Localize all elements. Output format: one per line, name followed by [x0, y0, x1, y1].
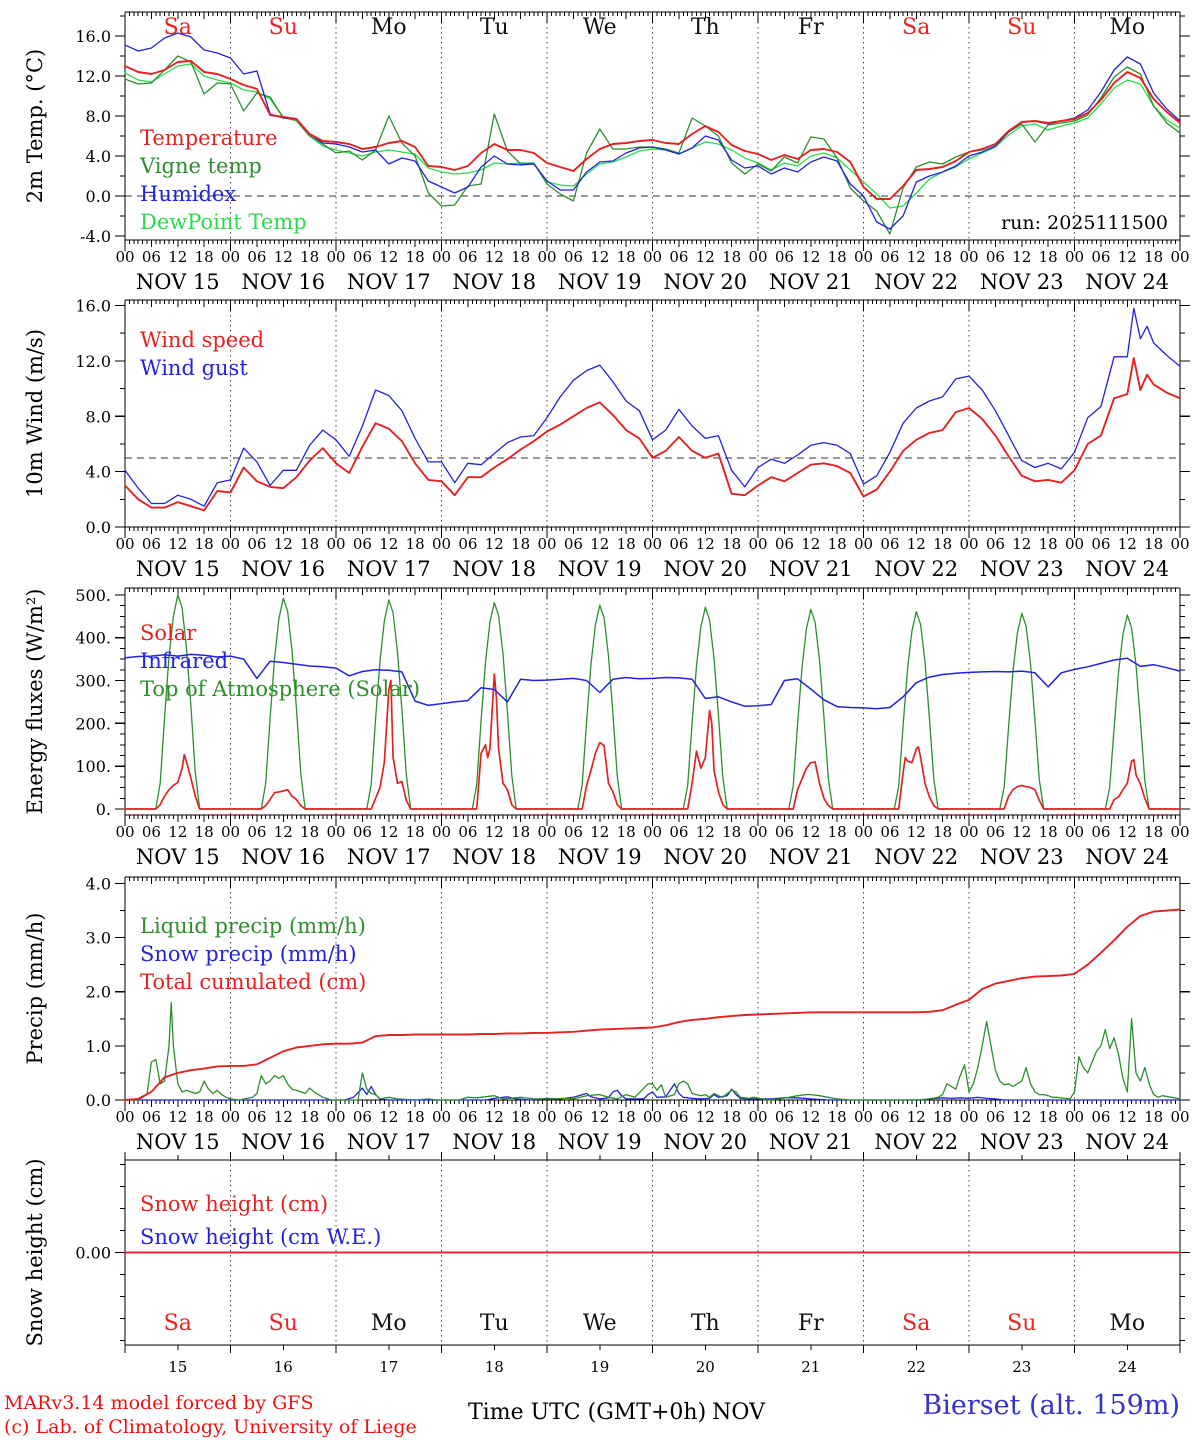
date-number-label: 19 [590, 1358, 610, 1376]
date-label: NOV 20 [663, 845, 748, 869]
hour-tick-label: 06 [1091, 535, 1111, 553]
date-label: NOV 19 [557, 270, 642, 294]
hour-tick-label: 00 [220, 1108, 241, 1126]
date-label: NOV 17 [346, 1130, 431, 1154]
weekday-label-temp: Su [268, 15, 298, 40]
hour-tick-label: 06 [141, 1108, 161, 1126]
y-tick-label: 8.0 [85, 107, 111, 126]
hour-tick-label: 06 [141, 535, 161, 553]
hour-tick-label: 00 [748, 535, 768, 553]
run-label: run: 2025111500 [1001, 212, 1168, 234]
hour-tick-label: 06 [985, 535, 1005, 553]
hour-tick-label: 00 [748, 248, 768, 266]
legend-temp-0: Temperature [140, 126, 278, 150]
hour-tick-label: 06 [563, 1108, 583, 1126]
hour-tick-label: 06 [774, 535, 794, 553]
y-tick-label: 16.0 [75, 296, 111, 316]
hour-tick-label: 18 [1038, 823, 1058, 841]
hour-tick-label: 00 [748, 1108, 768, 1126]
hour-tick-label: 18 [300, 1108, 320, 1126]
hour-tick-label: 06 [1091, 823, 1111, 841]
hour-tick-label: 18 [616, 823, 636, 841]
hour-tick-label: 18 [722, 248, 742, 266]
dewpoint-temp-line [125, 64, 1180, 208]
hour-tick-label: 06 [458, 1108, 478, 1126]
x-axis-title-text: Time UTC (GMT+0h) [468, 1400, 707, 1425]
date-label: NOV 21 [768, 1130, 853, 1154]
hour-tick-label: 00 [115, 535, 135, 553]
hour-tick-label: 12 [1012, 248, 1032, 266]
hour-tick-label: 00 [537, 1108, 557, 1126]
hour-tick-label: 18 [1038, 535, 1058, 553]
weekday-label-snow: Mo [370, 1311, 407, 1336]
hour-tick-label: 12 [379, 248, 399, 266]
hour-tick-label: 06 [141, 823, 161, 841]
hour-tick-label: 06 [247, 535, 267, 553]
date-label: NOV 22 [874, 1130, 959, 1154]
hour-tick-label: 18 [616, 1108, 636, 1126]
y-axis-label-energy: Energy fluxes (W/m²) [23, 588, 47, 815]
hour-tick-label: 06 [247, 823, 267, 841]
weekday-label-snow: Th [690, 1311, 720, 1336]
date-label: NOV 17 [346, 557, 431, 581]
hour-tick-label: 12 [801, 248, 821, 266]
hour-tick-label: 12 [590, 535, 610, 553]
hour-tick-label: 06 [774, 248, 794, 266]
hour-tick-label: 00 [537, 535, 557, 553]
hour-tick-label: 06 [352, 1108, 372, 1126]
hour-tick-label: 00 [1170, 1108, 1190, 1126]
legend-temp-1: Vigne temp [140, 154, 262, 178]
date-label: NOV 19 [557, 1130, 642, 1154]
hour-tick-label: 12 [590, 248, 610, 266]
date-label: NOV 22 [874, 557, 959, 581]
date-label: NOV 23 [979, 845, 1064, 869]
hour-tick-label: 12 [695, 1108, 715, 1126]
weekday-label-snow: Sa [163, 1311, 192, 1336]
hour-tick-label: 00 [1064, 248, 1085, 266]
date-label: NOV 15 [135, 270, 220, 294]
hour-tick-label: 12 [590, 1108, 610, 1126]
hour-tick-label: 12 [1012, 535, 1032, 553]
hour-tick-label: 12 [1117, 248, 1137, 266]
hour-tick-label: 18 [827, 1108, 847, 1126]
hour-tick-label: 18 [616, 535, 636, 553]
legend-energy-1: Infrared [140, 649, 229, 673]
hour-tick-label: 06 [563, 823, 583, 841]
hour-tick-label: 06 [563, 248, 583, 266]
hour-tick-label: 00 [326, 1108, 346, 1126]
weekday-label-snow: Fr [797, 1311, 824, 1336]
hour-tick-label: 06 [985, 248, 1005, 266]
legend-precip-1: Snow precip (mm/h) [140, 942, 357, 966]
hour-tick-label: 18 [405, 535, 425, 553]
y-tick-label: 12.0 [75, 67, 111, 86]
x-axis-title [468, 1400, 771, 1425]
footer-lab-credit: (c) Lab. of Climatology, University of Liege [4, 1416, 417, 1438]
date-label: NOV 22 [874, 845, 959, 869]
hour-tick-label: 18 [1038, 248, 1058, 266]
hour-tick-label: 06 [880, 1108, 900, 1126]
weekday-label-snow: Sa [902, 1311, 931, 1336]
hour-tick-label: 18 [511, 823, 531, 841]
date-number-label: 18 [484, 1358, 504, 1376]
legend-energy-0: Solar [140, 621, 197, 645]
hour-tick-label: 12 [379, 535, 399, 553]
hour-tick-label: 00 [959, 248, 979, 266]
hour-tick-label: 00 [959, 1108, 979, 1126]
y-tick-label: 4.0 [85, 147, 111, 166]
hour-tick-label: 18 [1144, 535, 1164, 553]
hour-tick-label: 18 [722, 823, 742, 841]
hour-tick-label: 00 [115, 248, 135, 266]
hour-tick-label: 12 [590, 823, 610, 841]
hour-tick-label: 00 [1064, 535, 1085, 553]
hour-tick-label: 12 [906, 1108, 926, 1126]
date-label: NOV 23 [979, 270, 1064, 294]
hour-tick-label: 00 [220, 248, 241, 266]
hour-tick-label: 06 [563, 535, 583, 553]
date-label: NOV 24 [1085, 845, 1170, 869]
weekday-label-temp: Mo [1109, 15, 1146, 40]
y-tick-label: 500. [75, 585, 111, 605]
hour-tick-label: 06 [458, 535, 478, 553]
date-label: NOV 16 [241, 1130, 326, 1154]
hour-tick-label: 00 [642, 1108, 663, 1126]
legend-precip-2: Total cumulated (cm) [140, 970, 367, 994]
date-label: NOV 20 [663, 1130, 748, 1154]
hour-tick-label: 18 [405, 248, 425, 266]
hour-tick-label: 18 [511, 1108, 531, 1126]
hour-tick-label: 00 [959, 823, 979, 841]
y-axis-label-precip: Precip (mm/h) [23, 912, 47, 1065]
legend-wind-0: Wind speed [140, 328, 265, 352]
hour-tick-label: 12 [273, 535, 293, 553]
hour-tick-label: 00 [853, 823, 874, 841]
hour-tick-label: 12 [801, 823, 821, 841]
date-label: NOV 19 [557, 845, 642, 869]
date-label: NOV 15 [135, 845, 220, 869]
date-label: NOV 21 [768, 845, 853, 869]
date-label: NOV 17 [346, 845, 431, 869]
hour-tick-label: 06 [669, 535, 689, 553]
hour-tick-label: 12 [1117, 823, 1137, 841]
hour-tick-label: 00 [431, 248, 452, 266]
hour-tick-label: 12 [273, 1108, 293, 1126]
hour-tick-label: 18 [405, 1108, 425, 1126]
hour-tick-label: 12 [273, 248, 293, 266]
hour-tick-label: 06 [880, 823, 900, 841]
hour-tick-label: 12 [273, 823, 293, 841]
hour-tick-label: 12 [379, 1108, 399, 1126]
hour-tick-label: 18 [194, 535, 214, 553]
hour-tick-label: 18 [933, 248, 953, 266]
y-tick-label: 12.0 [75, 351, 111, 371]
date-label: NOV 19 [557, 557, 642, 581]
date-label: NOV 17 [346, 270, 431, 294]
date-number-label: 15 [168, 1358, 188, 1376]
date-label: NOV 20 [663, 557, 748, 581]
date-label: NOV 21 [768, 270, 853, 294]
hour-tick-label: 18 [194, 823, 214, 841]
hour-tick-label: 12 [906, 823, 926, 841]
weekday-label-snow: We [582, 1311, 617, 1336]
hour-tick-label: 00 [748, 823, 768, 841]
hour-tick-label: 00 [642, 535, 663, 553]
y-tick-label: -4.0 [80, 227, 111, 246]
hour-tick-label: 18 [722, 1108, 742, 1126]
hour-tick-label: 00 [537, 248, 557, 266]
hour-tick-label: 12 [484, 1108, 504, 1126]
hour-tick-label: 00 [115, 823, 135, 841]
date-label: NOV 16 [241, 845, 326, 869]
hour-tick-label: 18 [511, 248, 531, 266]
hour-tick-label: 06 [141, 248, 161, 266]
hour-tick-label: 00 [220, 535, 241, 553]
hour-tick-label: 06 [247, 248, 267, 266]
hour-tick-label: 18 [194, 1108, 214, 1126]
hour-tick-label: 06 [669, 823, 689, 841]
y-tick-label: 2.0 [85, 982, 111, 1002]
y-axis-label-temp: 2m Temp. (°C) [23, 48, 47, 204]
hour-tick-label: 12 [801, 535, 821, 553]
hour-tick-label: 00 [642, 248, 663, 266]
date-label: NOV 16 [241, 557, 326, 581]
hour-tick-label: 18 [1144, 248, 1164, 266]
hour-tick-label: 00 [1170, 535, 1190, 553]
hour-tick-label: 00 [431, 535, 452, 553]
y-tick-label: 3.0 [85, 928, 111, 948]
hour-tick-label: 12 [484, 535, 504, 553]
hour-tick-label: 00 [853, 535, 874, 553]
hour-tick-label: 00 [431, 823, 452, 841]
date-label: NOV 20 [663, 270, 748, 294]
date-label: NOV 22 [874, 270, 959, 294]
y-axis-label-wind: 10m Wind (m/s) [23, 328, 47, 499]
hour-tick-label: 12 [168, 535, 188, 553]
hour-tick-label: 00 [959, 535, 979, 553]
hour-tick-label: 12 [1117, 535, 1137, 553]
hour-tick-label: 18 [827, 823, 847, 841]
legend-temp-2: Humidex [140, 182, 237, 206]
hour-tick-label: 18 [933, 823, 953, 841]
date-label: NOV 24 [1085, 270, 1170, 294]
weekday-label-temp: We [582, 15, 617, 40]
date-number-label: 22 [906, 1358, 926, 1376]
hour-tick-label: 18 [405, 823, 425, 841]
hour-tick-label: 18 [933, 1108, 953, 1126]
weekday-label-temp: Mo [370, 15, 407, 40]
date-label: NOV 18 [452, 270, 537, 294]
hour-tick-label: 18 [1038, 1108, 1058, 1126]
hour-tick-label: 06 [247, 1108, 267, 1126]
station-label: Bierset (alt. 159m) [922, 1390, 1180, 1421]
weekday-label-temp: Sa [902, 15, 931, 40]
hour-tick-label: 12 [168, 1108, 188, 1126]
hour-tick-label: 12 [906, 248, 926, 266]
weekday-label-temp: Th [690, 15, 720, 40]
date-label: NOV 18 [452, 845, 537, 869]
x-axis-month-label: NOV [712, 1400, 765, 1425]
y-tick-label: 4.0 [85, 874, 111, 894]
hour-tick-label: 00 [326, 248, 346, 266]
date-number-label: 17 [379, 1358, 399, 1376]
y-tick-label: 200. [75, 714, 111, 734]
hour-tick-label: 06 [1091, 248, 1111, 266]
y-tick-label: 4.0 [85, 462, 111, 482]
y-tick-label: 400. [75, 628, 111, 648]
hour-tick-label: 06 [352, 823, 372, 841]
hour-tick-label: 06 [458, 823, 478, 841]
date-label: NOV 23 [979, 557, 1064, 581]
y-axis-label-snow: Snow height (cm) [23, 1158, 47, 1347]
hour-tick-label: 00 [853, 1108, 874, 1126]
date-label: NOV 18 [452, 557, 537, 581]
date-number-label: 16 [273, 1358, 293, 1376]
hour-tick-label: 00 [537, 823, 557, 841]
hour-tick-label: 12 [484, 823, 504, 841]
date-label: NOV 21 [768, 557, 853, 581]
hour-tick-label: 06 [985, 823, 1005, 841]
weekday-label-snow: Su [1007, 1311, 1037, 1336]
hour-tick-label: 06 [669, 1108, 689, 1126]
hour-tick-label: 12 [1012, 1108, 1032, 1126]
date-label: NOV 24 [1085, 1130, 1170, 1154]
hour-tick-label: 06 [774, 823, 794, 841]
hour-tick-label: 18 [827, 535, 847, 553]
hour-tick-label: 00 [1064, 1108, 1085, 1126]
legend-wind-1: Wind gust [140, 356, 248, 380]
weekday-label-snow: Mo [1109, 1311, 1146, 1336]
y-tick-label: 100. [75, 757, 111, 777]
hour-tick-label: 12 [906, 535, 926, 553]
hour-tick-label: 18 [722, 535, 742, 553]
weekday-label-snow: Su [268, 1311, 298, 1336]
legend-snow-1: Snow height (cm W.E.) [140, 1225, 382, 1249]
hour-tick-label: 00 [326, 535, 346, 553]
hour-tick-label: 00 [1064, 823, 1085, 841]
hour-tick-label: 12 [1012, 823, 1032, 841]
date-label: NOV 18 [452, 1130, 537, 1154]
weekday-label-snow: Tu [479, 1311, 509, 1336]
date-label: NOV 15 [135, 1130, 220, 1154]
weekday-label-temp: Tu [479, 15, 509, 40]
top-of-atmosphere-solar-line [125, 595, 1180, 809]
date-label: NOV 24 [1085, 557, 1170, 581]
hour-tick-label: 18 [1144, 823, 1164, 841]
y-tick-label: 16.0 [75, 27, 111, 46]
hour-tick-label: 12 [695, 248, 715, 266]
legend-precip-0: Liquid precip (mm/h) [140, 914, 366, 938]
weekday-label-temp: Su [1007, 15, 1037, 40]
hour-tick-label: 00 [853, 248, 874, 266]
date-label: NOV 16 [241, 270, 326, 294]
hour-tick-label: 00 [1170, 823, 1190, 841]
date-number-label: 24 [1117, 1358, 1137, 1376]
date-number-label: 21 [801, 1358, 821, 1376]
hour-tick-label: 18 [1144, 1108, 1164, 1126]
hour-tick-label: 06 [352, 535, 372, 553]
hour-tick-label: 06 [1091, 1108, 1111, 1126]
date-label: NOV 23 [979, 1130, 1064, 1154]
y-tick-label: 0.00 [75, 1243, 111, 1263]
hour-tick-label: 12 [484, 248, 504, 266]
hour-tick-label: 06 [880, 535, 900, 553]
hour-tick-label: 00 [431, 1108, 452, 1126]
hour-tick-label: 18 [827, 248, 847, 266]
hour-tick-label: 00 [326, 823, 346, 841]
hour-tick-label: 00 [642, 823, 663, 841]
hour-tick-label: 00 [1170, 248, 1190, 266]
date-label: NOV 15 [135, 557, 220, 581]
hour-tick-label: 18 [300, 823, 320, 841]
hour-tick-label: 18 [300, 248, 320, 266]
weekday-label-temp: Fr [797, 15, 824, 40]
y-tick-label: 0.0 [85, 518, 111, 537]
hour-tick-label: 06 [352, 248, 372, 266]
hour-tick-label: 18 [616, 248, 636, 266]
hour-tick-label: 18 [511, 535, 531, 553]
legend-energy-2: Top of Atmosphere (Solar) [140, 677, 421, 701]
hour-tick-label: 06 [458, 248, 478, 266]
hour-tick-label: 00 [115, 1108, 135, 1126]
footer-model-credit: MARv3.14 model forced by GFS [4, 1392, 314, 1414]
hour-tick-label: 12 [168, 823, 188, 841]
y-tick-label: 0.0 [85, 1091, 111, 1110]
hour-tick-label: 18 [194, 248, 214, 266]
hour-tick-label: 06 [669, 248, 689, 266]
date-number-label: 23 [1012, 1358, 1032, 1376]
hour-tick-label: 18 [933, 535, 953, 553]
y-tick-label: 1.0 [85, 1036, 111, 1056]
hour-tick-label: 12 [801, 1108, 821, 1126]
hour-tick-label: 18 [300, 535, 320, 553]
hour-tick-label: 12 [379, 823, 399, 841]
y-tick-label: 8.0 [85, 407, 111, 427]
hour-tick-label: 12 [695, 823, 715, 841]
hour-tick-label: 12 [1117, 1108, 1137, 1126]
y-tick-label: 0. [95, 800, 111, 820]
legend-snow-0: Snow height (cm) [140, 1192, 329, 1216]
hour-tick-label: 06 [880, 248, 900, 266]
y-tick-label: 300. [75, 671, 111, 691]
hour-tick-label: 06 [774, 1108, 794, 1126]
hour-tick-label: 06 [985, 1108, 1005, 1126]
date-number-label: 20 [695, 1358, 715, 1376]
hour-tick-label: 12 [168, 248, 188, 266]
legend-temp-3: DewPoint Temp [140, 210, 307, 234]
weekday-label-temp: Sa [163, 15, 192, 40]
hour-tick-label: 12 [695, 535, 715, 553]
y-tick-label: 0.0 [85, 187, 111, 206]
hour-tick-label: 00 [220, 823, 241, 841]
